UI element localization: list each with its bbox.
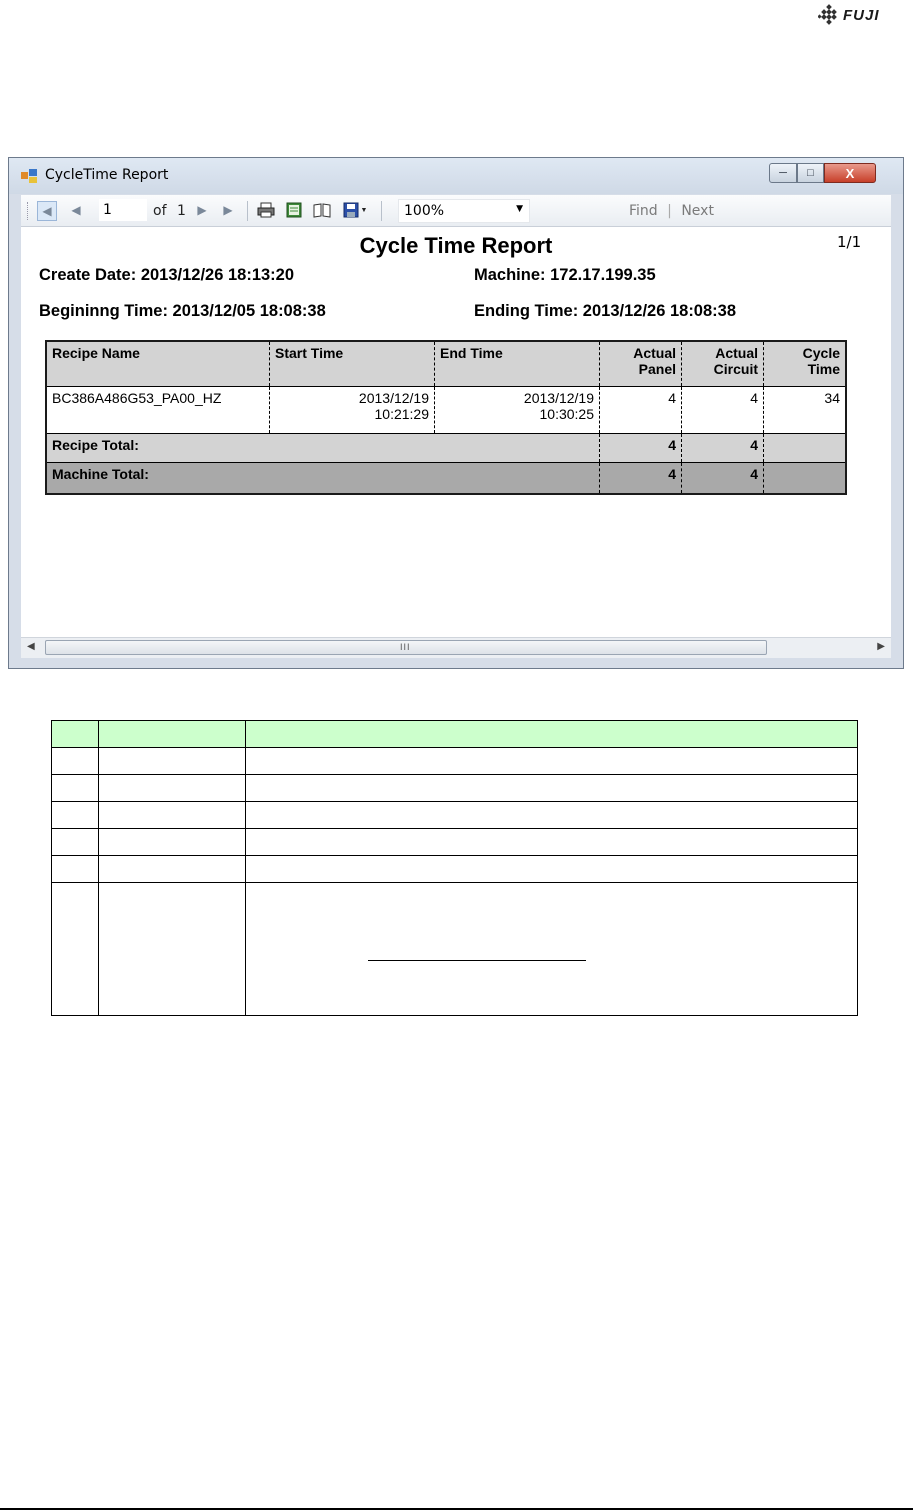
column-header: Recipe Name (52, 345, 140, 361)
page-setup-button[interactable] (313, 201, 331, 219)
ending-time-value: 2013/12/26 18:08:38 (582, 302, 737, 320)
recipe-name-cell: BC386A486G53_PA00_HZ (52, 390, 222, 406)
ending-time (474, 302, 736, 321)
report-toolbar (21, 195, 891, 227)
toolbar-separator (247, 201, 248, 221)
export-button[interactable] (341, 201, 369, 219)
machine-total-row (47, 463, 845, 493)
machine-total-panel: 4 (599, 463, 681, 493)
last-page-button[interactable] (219, 201, 237, 219)
page-number-input[interactable] (99, 199, 147, 221)
next-button[interactable]: Next (681, 203, 714, 219)
table-row (52, 802, 858, 829)
horizontal-scrollbar[interactable] (21, 637, 891, 658)
machine-total-circuit: 4 (681, 463, 763, 493)
beginning-time-value: 2013/12/05 18:08:38 (172, 302, 326, 320)
table-cell (99, 883, 246, 1016)
recipe-total-circuit: 4 (681, 434, 763, 462)
table-cell (52, 748, 99, 775)
previous-page-icon: ◀ (71, 203, 81, 217)
maximize-icon: □ (807, 167, 814, 179)
recipe-total-cycle (763, 434, 845, 462)
zoom-select[interactable] (398, 199, 530, 223)
minimize-button[interactable] (769, 163, 797, 183)
page-layout-icon (286, 202, 302, 218)
table-cell (99, 775, 246, 802)
fuji-logo (818, 4, 880, 26)
column-header: Cycle Time (763, 342, 845, 386)
dropdown-arrow-icon: ▼ (360, 206, 368, 214)
table-row (52, 775, 858, 802)
actual-panel-cell: 4 (599, 387, 681, 433)
table-cell (246, 856, 858, 883)
previous-page-button[interactable] (67, 201, 85, 219)
scroll-right-icon[interactable]: ▶ (877, 641, 885, 652)
total-pages: 1 (177, 203, 186, 219)
machine (474, 266, 656, 285)
fuji-diamond-icon (818, 4, 840, 26)
table-cell (246, 775, 858, 802)
report-title: Cycle Time Report (359, 233, 553, 258)
column-header: Start Time (269, 342, 434, 386)
report-window (8, 157, 904, 669)
recipe-total-label: Recipe Total: (52, 437, 139, 453)
beginning-time (39, 302, 326, 321)
table-cell (52, 883, 99, 1016)
end-time-cell: 2013/12/19 10:30:25 (434, 387, 599, 433)
column-header: Actual Circuit (681, 342, 763, 386)
underline-rule (368, 960, 586, 961)
start-time-cell: 2013/12/19 10:21:29 (269, 387, 434, 433)
save-icon (343, 202, 359, 218)
table-cell (246, 802, 858, 829)
table-cell (246, 721, 858, 748)
footer-rule (0, 1508, 913, 1510)
zoom-value: 100% (404, 203, 445, 219)
table-row (47, 387, 845, 434)
find-button[interactable]: Find (629, 203, 658, 219)
machine-value: 172.17.199.35 (550, 266, 656, 284)
app-icon (21, 169, 37, 183)
table-header (47, 342, 845, 387)
create-date-label: Create Date: (39, 266, 137, 284)
toolbar-separator (381, 201, 382, 221)
close-icon: X (845, 165, 855, 181)
table-row (52, 829, 858, 856)
scrollbar-thumb[interactable] (45, 640, 767, 655)
next-page-icon: ▶ (197, 203, 207, 217)
cycle-time-cell: 34 (763, 387, 845, 433)
machine-total-label: Machine Total: (52, 466, 149, 482)
window-title: CycleTime Report (45, 167, 169, 183)
toolbar-grip (27, 202, 31, 220)
table-cell (246, 829, 858, 856)
find-divider: | (667, 203, 672, 219)
description-table-header (52, 721, 858, 748)
table-row (52, 748, 858, 775)
print-button[interactable] (257, 201, 275, 219)
beginning-time-label: Begininng Time: (39, 302, 168, 320)
maximize-button[interactable] (797, 163, 824, 183)
logo-text: FUJI (843, 6, 880, 24)
book-icon (313, 202, 331, 218)
chevron-down-icon: ▼ (516, 204, 523, 214)
report-page (21, 227, 891, 637)
table-cell (246, 883, 858, 1016)
column-header: Actual Panel (599, 342, 681, 386)
table-cell (99, 748, 246, 775)
first-page-icon: ◀ (42, 204, 52, 218)
create-date (39, 266, 294, 285)
last-page-icon: ▶ (223, 203, 233, 217)
print-layout-button[interactable] (285, 201, 303, 219)
table-cell (52, 721, 99, 748)
first-page-button[interactable] (37, 201, 57, 221)
create-date-value: 2013/12/26 18:13:20 (140, 266, 295, 284)
table-row (52, 883, 858, 1016)
table-cell (99, 721, 246, 748)
table-cell (52, 802, 99, 829)
ending-time-label: Ending Time: (474, 302, 579, 320)
table-cell (99, 829, 246, 856)
cycle-time-table (45, 340, 847, 495)
actual-circuit-cell: 4 (681, 387, 763, 433)
page-count: 1/1 (837, 233, 862, 251)
of-label: of (153, 203, 167, 219)
table-cell (52, 856, 99, 883)
table-cell (99, 802, 246, 829)
table-cell (99, 856, 246, 883)
column-header: End Time (434, 342, 599, 386)
printer-icon (257, 202, 275, 218)
machine-total-cycle (763, 463, 845, 493)
table-cell (246, 748, 858, 775)
table-row (52, 856, 858, 883)
recipe-total-panel: 4 (599, 434, 681, 462)
table-cell (52, 775, 99, 802)
next-page-button[interactable] (193, 201, 211, 219)
machine-label: Machine: (474, 266, 546, 284)
table-cell (52, 829, 99, 856)
recipe-total-row (47, 434, 845, 463)
find-controls (629, 203, 714, 219)
description-table (51, 720, 858, 1016)
scroll-left-icon[interactable]: ◀ (27, 641, 35, 652)
scrollbar-grip: III (400, 642, 411, 652)
title-bar[interactable] (9, 158, 903, 194)
minimize-icon: ─ (779, 167, 787, 179)
close-button[interactable] (824, 163, 876, 183)
